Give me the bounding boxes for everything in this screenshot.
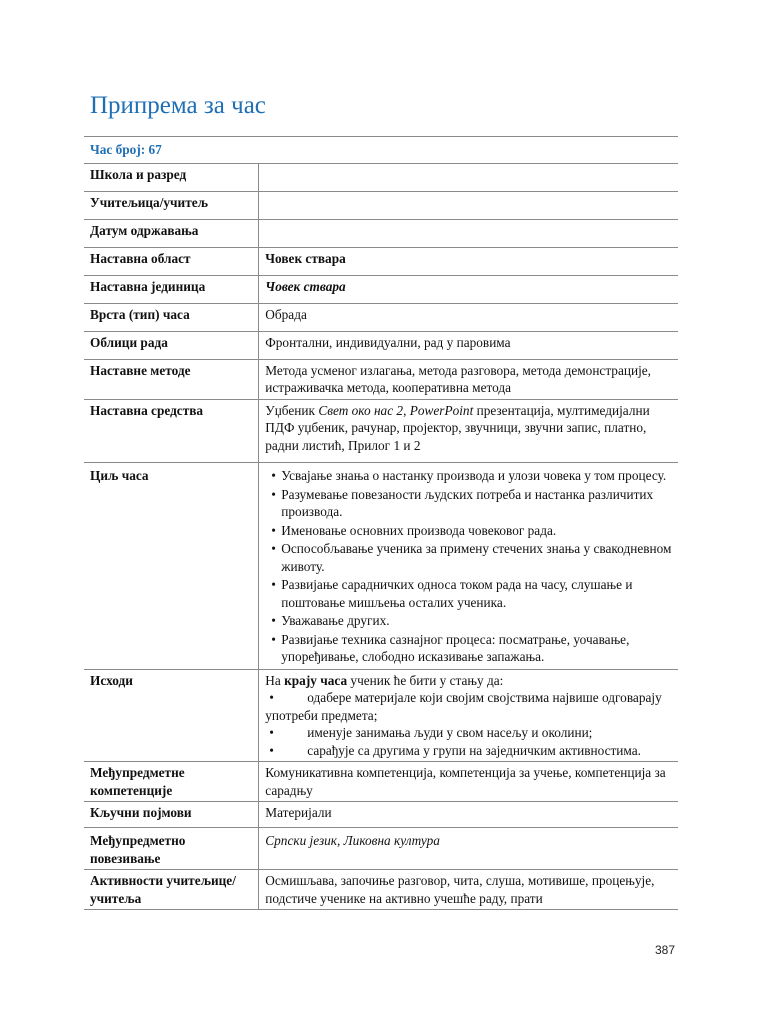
bullet-icon: • (269, 742, 274, 758)
table-row (84, 191, 678, 219)
means-software-name: PowerPoint (409, 402, 474, 418)
list-item: • Развијање техника сазнајног процеса: посматрање, уочавање, упоређивање, слободно исказивање запажања. (271, 631, 630, 664)
page-title: Припрема за час (90, 92, 266, 119)
row-value-outcomes (259, 669, 678, 762)
means-text-1: Уџбеник (265, 402, 319, 418)
row-label-activities: Активности учитељице/учитеља (84, 870, 259, 910)
table-row (84, 219, 678, 247)
row-label-means: Наставна средства (84, 399, 259, 463)
table-row (84, 828, 678, 870)
row-label-forms: Облици рада (84, 331, 259, 359)
bullet-icon: • (271, 522, 276, 538)
row-value-teacher (259, 191, 678, 219)
list-item: • Оспособљавање ученика за примену стечених знања у свакодневном животу. (271, 541, 672, 574)
means-text-2: , (403, 402, 410, 418)
row-value-cross-competences: Комуникативна компетенција, компетенција за учење, компетенција за сарадњу (259, 762, 678, 802)
lesson-number-row (84, 137, 678, 164)
row-value-unit: Човек ствара (259, 275, 678, 303)
row-value-school (259, 163, 678, 191)
means-text-3: презентација, мултимедијални ПДФ уџбеник, рачунар, пројектор, звучници, звучни запис, платно, радни листић, Прилог 1 и 2 (265, 402, 650, 453)
row-value-date (259, 219, 678, 247)
table-row (84, 669, 678, 762)
table-row (84, 359, 678, 399)
goal-list (265, 467, 672, 666)
row-label-school: Школа и разред (84, 163, 259, 191)
table-row (84, 247, 678, 275)
row-value-forms: Фронтални, индивидуални, рад у паровима (259, 331, 678, 359)
outcomes-list (265, 689, 672, 759)
row-value-cross-linking: Српски језик, Ликовна култура (259, 828, 678, 870)
row-value-methods: Метода усменог излагања, метода разговора, метода демонстрације, истраживачка метода, кооперативна метода (259, 359, 678, 399)
table-row (84, 303, 678, 331)
row-value-area: Човек ствара (259, 247, 678, 275)
row-value-means (259, 399, 678, 463)
row-label-cross-competences: Међупредметне компетенције (84, 762, 259, 802)
list-item: • Уважавање других. (271, 613, 390, 628)
row-label-methods: Наставне методе (84, 359, 259, 399)
row-label-outcomes: Исходи (84, 669, 259, 762)
table-row (84, 870, 678, 910)
row-label-cross-linking: Међупредметно повезивање (84, 828, 259, 870)
list-item: • сарађује са другима у групи на заједничким активностима. (265, 742, 672, 760)
list-item: • Именовање основних производа човековог рада. (271, 522, 557, 538)
outcomes-intro: На крају часа ученик ће бити у стању да: (265, 672, 504, 688)
table-row (84, 163, 678, 191)
bullet-icon: • (271, 541, 276, 556)
lesson-number: Час број: 67 (84, 137, 678, 164)
table-row (84, 463, 678, 670)
list-item: • именује занимања људи у свом насељу и околини; (265, 724, 672, 742)
table-row (84, 802, 678, 828)
list-item: • одабере материјале који својим својствима највише одговарају употреби предмета; (265, 690, 662, 723)
table-row (84, 399, 678, 463)
row-label-date: Датум одржавања (84, 219, 259, 247)
table-row (84, 762, 678, 802)
bullet-icon: • (271, 468, 276, 483)
bullet-icon: • (269, 690, 274, 705)
bullet-icon: • (271, 486, 276, 502)
list-item: • Усвајање знања о настанку производа и улози човека у том процесу. (271, 468, 667, 483)
bullet-icon: • (271, 577, 276, 592)
means-textbook-title: Свет око нас 2 (318, 402, 404, 418)
table-row (84, 275, 678, 303)
bullet-icon: • (271, 613, 276, 628)
row-value-activities: Осмишљава, започиње разговор, чита, слуша, мотивише, процењује, подстиче ученике на активно учешће раду, прати (259, 870, 678, 910)
row-label-area: Наставна област (84, 247, 259, 275)
row-value-type: Обрада (259, 303, 678, 331)
row-value-key-terms: Материјали (259, 802, 678, 828)
row-value-goal (259, 463, 678, 670)
row-label-key-terms: Кључни појмови (84, 802, 259, 828)
row-label-type: Врста (тип) часа (84, 303, 259, 331)
row-label-teacher: Учитељица/учитељ (84, 191, 259, 219)
list-item: • Разумевање повезаности људских потреба и настанка различитих производа. (271, 486, 654, 519)
page-number: 387 (655, 943, 676, 957)
table-row (84, 331, 678, 359)
row-label-goal: Циљ часа (84, 463, 259, 670)
row-label-unit: Наставна јединица (84, 275, 259, 303)
bullet-icon: • (269, 725, 274, 740)
lesson-plan-table (84, 136, 678, 910)
bullet-icon: • (271, 631, 276, 647)
list-item: • Развијање сарадничких односа током рада на часу, слушање и поштовање мишљења осталих ученика. (271, 577, 633, 610)
